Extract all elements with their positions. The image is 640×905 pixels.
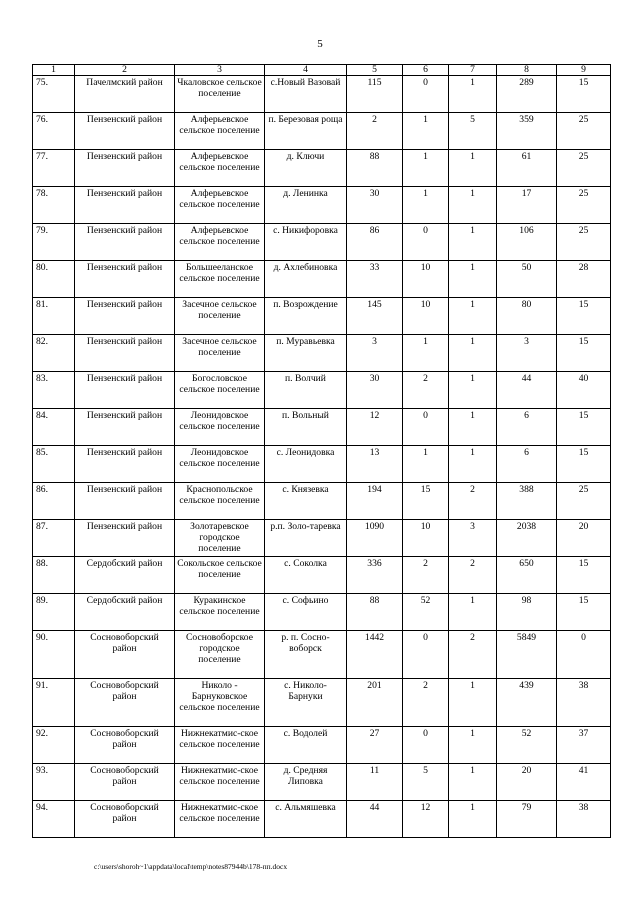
settlement-cell: Алферьевское сельское поселение <box>175 187 265 224</box>
col6-value-cell: 1 <box>403 335 449 372</box>
column-number-header-row <box>33 65 611 76</box>
col5-value-cell: 1090 <box>347 520 403 557</box>
locality-cell: д. Ленинка <box>265 187 347 224</box>
col7-value-cell: 1 <box>449 801 497 838</box>
locality-cell: п. Березовая роща <box>265 113 347 150</box>
col5-value-cell: 201 <box>347 679 403 727</box>
settlement-cell: Леонидовское сельское поселение <box>175 409 265 446</box>
table-row <box>33 76 611 113</box>
settlement-cell: Алферьевское сельское поселение <box>175 150 265 187</box>
col9-value-cell: 15 <box>557 335 611 372</box>
col9-value-cell: 25 <box>557 150 611 187</box>
col5-value-cell: 336 <box>347 557 403 594</box>
col6-value-cell: 12 <box>403 801 449 838</box>
settlement-cell: Нижнекатмис-ское сельское поселение <box>175 764 265 801</box>
table-row <box>33 631 611 679</box>
table-row <box>33 150 611 187</box>
col7-value-cell: 1 <box>449 679 497 727</box>
locality-cell: с. Никифоровка <box>265 224 347 261</box>
col5-value-cell: 44 <box>347 801 403 838</box>
col8-value-cell: 61 <box>497 150 557 187</box>
row-number-cell: 90. <box>33 631 75 679</box>
district-cell: Пензенский район <box>75 409 175 446</box>
col5-value-cell: 3 <box>347 335 403 372</box>
col7-value-cell: 2 <box>449 483 497 520</box>
row-number-cell: 91. <box>33 679 75 727</box>
settlement-cell: Чкаловское сельское поселение <box>175 76 265 113</box>
table-row <box>33 335 611 372</box>
locality-cell: с. Соколка <box>265 557 347 594</box>
col7-value-cell: 1 <box>449 409 497 446</box>
col8-value-cell: 359 <box>497 113 557 150</box>
table-row <box>33 801 611 838</box>
col6-value-cell: 0 <box>403 76 449 113</box>
settlement-cell: Нижнекатмис-ское сельское поселение <box>175 801 265 838</box>
locality-cell: п. Возрождение <box>265 298 347 335</box>
table-row <box>33 520 611 557</box>
locality-cell: р. п. Сосно-воборск <box>265 631 347 679</box>
settlement-cell: Сокольское сельское поселение <box>175 557 265 594</box>
col7-value-cell: 1 <box>449 224 497 261</box>
col6-value-cell: 5 <box>403 764 449 801</box>
locality-cell: с. Леонидовка <box>265 446 347 483</box>
district-cell: Сосновоборский район <box>75 727 175 764</box>
locality-cell: п. Муравьевка <box>265 335 347 372</box>
table-row <box>33 187 611 224</box>
col6-value-cell: 1 <box>403 187 449 224</box>
row-number-cell: 94. <box>33 801 75 838</box>
district-cell: Пензенский район <box>75 224 175 261</box>
col5-value-cell: 30 <box>347 187 403 224</box>
settlement-cell: Засечное сельское поселение <box>175 298 265 335</box>
col7-value-cell: 1 <box>449 76 497 113</box>
col5-value-cell: 2 <box>347 113 403 150</box>
row-number-cell: 81. <box>33 298 75 335</box>
page-number: 5 <box>317 38 323 50</box>
district-cell: Пензенский район <box>75 483 175 520</box>
col-header-4: 4 <box>265 65 347 76</box>
row-number-cell: 77. <box>33 150 75 187</box>
col8-value-cell: 52 <box>497 727 557 764</box>
col9-value-cell: 15 <box>557 76 611 113</box>
district-cell: Пачелмский район <box>75 76 175 113</box>
col6-value-cell: 2 <box>403 679 449 727</box>
col7-value-cell: 1 <box>449 150 497 187</box>
col9-value-cell: 15 <box>557 557 611 594</box>
table-row <box>33 372 611 409</box>
locality-cell: с. Князевка <box>265 483 347 520</box>
row-number-cell: 76. <box>33 113 75 150</box>
col8-value-cell: 289 <box>497 76 557 113</box>
settlement-cell: Засечное сельское поселение <box>175 335 265 372</box>
col8-value-cell: 2038 <box>497 520 557 557</box>
district-cell: Сосновоборский район <box>75 631 175 679</box>
row-number-cell: 85. <box>33 446 75 483</box>
col6-value-cell: 10 <box>403 520 449 557</box>
row-number-cell: 89. <box>33 594 75 631</box>
col6-value-cell: 0 <box>403 727 449 764</box>
table-row <box>33 727 611 764</box>
col5-value-cell: 12 <box>347 409 403 446</box>
table-row <box>33 113 611 150</box>
locality-cell: с. Альмяшевка <box>265 801 347 838</box>
settlement-cell: Золотаревское городское поселение <box>175 520 265 557</box>
col5-value-cell: 11 <box>347 764 403 801</box>
col8-value-cell: 50 <box>497 261 557 298</box>
col6-value-cell: 2 <box>403 557 449 594</box>
col8-value-cell: 5849 <box>497 631 557 679</box>
col7-value-cell: 1 <box>449 594 497 631</box>
col8-value-cell: 650 <box>497 557 557 594</box>
locality-cell: р.п. Золо-таревка <box>265 520 347 557</box>
col9-value-cell: 15 <box>557 594 611 631</box>
row-number-cell: 80. <box>33 261 75 298</box>
col5-value-cell: 194 <box>347 483 403 520</box>
table-row <box>33 261 611 298</box>
col8-value-cell: 3 <box>497 335 557 372</box>
col9-value-cell: 15 <box>557 446 611 483</box>
district-cell: Пензенский район <box>75 187 175 224</box>
row-number-cell: 84. <box>33 409 75 446</box>
col7-value-cell: 1 <box>449 446 497 483</box>
district-cell: Пензенский район <box>75 298 175 335</box>
row-number-cell: 87. <box>33 520 75 557</box>
col6-value-cell: 10 <box>403 298 449 335</box>
col5-value-cell: 88 <box>347 594 403 631</box>
col8-value-cell: 20 <box>497 764 557 801</box>
settlement-cell: Сосновоборское городское поселение <box>175 631 265 679</box>
district-cell: Пензенский район <box>75 261 175 298</box>
col8-value-cell: 44 <box>497 372 557 409</box>
col5-value-cell: 86 <box>347 224 403 261</box>
district-cell: Сердобский район <box>75 594 175 631</box>
col9-value-cell: 38 <box>557 679 611 727</box>
col8-value-cell: 17 <box>497 187 557 224</box>
col-header-8: 8 <box>497 65 557 76</box>
col-header-2: 2 <box>75 65 175 76</box>
locality-cell: д. Ключи <box>265 150 347 187</box>
col6-value-cell: 1 <box>403 113 449 150</box>
col7-value-cell: 1 <box>449 764 497 801</box>
col8-value-cell: 98 <box>497 594 557 631</box>
col9-value-cell: 15 <box>557 298 611 335</box>
col5-value-cell: 1442 <box>347 631 403 679</box>
row-number-cell: 75. <box>33 76 75 113</box>
locality-cell: с. Водолей <box>265 727 347 764</box>
locality-cell: п. Вольный <box>265 409 347 446</box>
district-cell: Пензенский район <box>75 372 175 409</box>
footer-file-path: c:\users\shoroh~1\appdata\local\temp\notes87944b\178-пп.docx <box>94 862 288 871</box>
settlement-cell: Богословское сельское поселение <box>175 372 265 409</box>
col8-value-cell: 79 <box>497 801 557 838</box>
col9-value-cell: 28 <box>557 261 611 298</box>
col9-value-cell: 25 <box>557 187 611 224</box>
settlement-cell: Нижнекатмис-ское сельское поселение <box>175 727 265 764</box>
col6-value-cell: 15 <box>403 483 449 520</box>
district-cell: Пензенский район <box>75 113 175 150</box>
col8-value-cell: 106 <box>497 224 557 261</box>
col6-value-cell: 10 <box>403 261 449 298</box>
col5-value-cell: 27 <box>347 727 403 764</box>
settlement-cell: Алферьевское сельское поселение <box>175 224 265 261</box>
table-row <box>33 557 611 594</box>
col9-value-cell: 25 <box>557 113 611 150</box>
col8-value-cell: 388 <box>497 483 557 520</box>
district-cell: Пензенский район <box>75 150 175 187</box>
locality-cell: п. Волчий <box>265 372 347 409</box>
district-cell: Пензенский район <box>75 520 175 557</box>
settlement-cell: Куракинское сельское поселение <box>175 594 265 631</box>
col5-value-cell: 88 <box>347 150 403 187</box>
col-header-7: 7 <box>449 65 497 76</box>
district-cell: Сосновоборский район <box>75 764 175 801</box>
row-number-cell: 93. <box>33 764 75 801</box>
data-table <box>32 64 611 838</box>
col9-value-cell: 38 <box>557 801 611 838</box>
col5-value-cell: 30 <box>347 372 403 409</box>
col-header-9: 9 <box>557 65 611 76</box>
table-body <box>33 76 611 838</box>
col7-value-cell: 1 <box>449 727 497 764</box>
district-cell: Пензенский район <box>75 446 175 483</box>
locality-cell: с.Новый Вазовай <box>265 76 347 113</box>
col-header-3: 3 <box>175 65 265 76</box>
col7-value-cell: 1 <box>449 372 497 409</box>
col-header-6: 6 <box>403 65 449 76</box>
row-number-cell: 82. <box>33 335 75 372</box>
col6-value-cell: 52 <box>403 594 449 631</box>
col6-value-cell: 2 <box>403 372 449 409</box>
col-header-5: 5 <box>347 65 403 76</box>
district-cell: Пензенский район <box>75 335 175 372</box>
table-row <box>33 224 611 261</box>
district-cell: Сердобский район <box>75 557 175 594</box>
row-number-cell: 83. <box>33 372 75 409</box>
col9-value-cell: 25 <box>557 224 611 261</box>
col8-value-cell: 6 <box>497 409 557 446</box>
col5-value-cell: 13 <box>347 446 403 483</box>
table-row <box>33 594 611 631</box>
locality-cell: с. Николо-Барнуки <box>265 679 347 727</box>
settlement-cell: Краснопольское сельское поселение <box>175 483 265 520</box>
col9-value-cell: 37 <box>557 727 611 764</box>
locality-cell: с. Софьино <box>265 594 347 631</box>
col6-value-cell: 1 <box>403 150 449 187</box>
locality-cell: д. Средняя Липовка <box>265 764 347 801</box>
table-row <box>33 409 611 446</box>
col9-value-cell: 0 <box>557 631 611 679</box>
col7-value-cell: 1 <box>449 298 497 335</box>
col6-value-cell: 0 <box>403 224 449 261</box>
table-row <box>33 446 611 483</box>
settlement-cell: Большееланское сельское поселение <box>175 261 265 298</box>
col6-value-cell: 0 <box>403 409 449 446</box>
col-header-1: 1 <box>33 65 75 76</box>
row-number-cell: 78. <box>33 187 75 224</box>
col7-value-cell: 1 <box>449 261 497 298</box>
row-number-cell: 86. <box>33 483 75 520</box>
col7-value-cell: 2 <box>449 557 497 594</box>
col5-value-cell: 115 <box>347 76 403 113</box>
col5-value-cell: 33 <box>347 261 403 298</box>
district-cell: Сосновоборский район <box>75 801 175 838</box>
settlement-cell: Николо - Барнуковское сельское поселение <box>175 679 265 727</box>
row-number-cell: 79. <box>33 224 75 261</box>
table-row <box>33 679 611 727</box>
district-cell: Сосновоборский район <box>75 679 175 727</box>
col9-value-cell: 15 <box>557 409 611 446</box>
col6-value-cell: 1 <box>403 446 449 483</box>
row-number-cell: 88. <box>33 557 75 594</box>
col7-value-cell: 5 <box>449 113 497 150</box>
row-number-cell: 92. <box>33 727 75 764</box>
settlement-cell: Алферьевское сельское поселение <box>175 113 265 150</box>
locality-cell: д. Ахлебиновка <box>265 261 347 298</box>
col5-value-cell: 145 <box>347 298 403 335</box>
col9-value-cell: 20 <box>557 520 611 557</box>
col8-value-cell: 80 <box>497 298 557 335</box>
col8-value-cell: 6 <box>497 446 557 483</box>
col9-value-cell: 40 <box>557 372 611 409</box>
col7-value-cell: 1 <box>449 335 497 372</box>
col7-value-cell: 3 <box>449 520 497 557</box>
col6-value-cell: 0 <box>403 631 449 679</box>
table-row <box>33 483 611 520</box>
col8-value-cell: 439 <box>497 679 557 727</box>
col7-value-cell: 1 <box>449 187 497 224</box>
table-row <box>33 298 611 335</box>
col9-value-cell: 41 <box>557 764 611 801</box>
col9-value-cell: 25 <box>557 483 611 520</box>
settlement-cell: Леонидовское сельское поселение <box>175 446 265 483</box>
table-row <box>33 764 611 801</box>
col7-value-cell: 2 <box>449 631 497 679</box>
